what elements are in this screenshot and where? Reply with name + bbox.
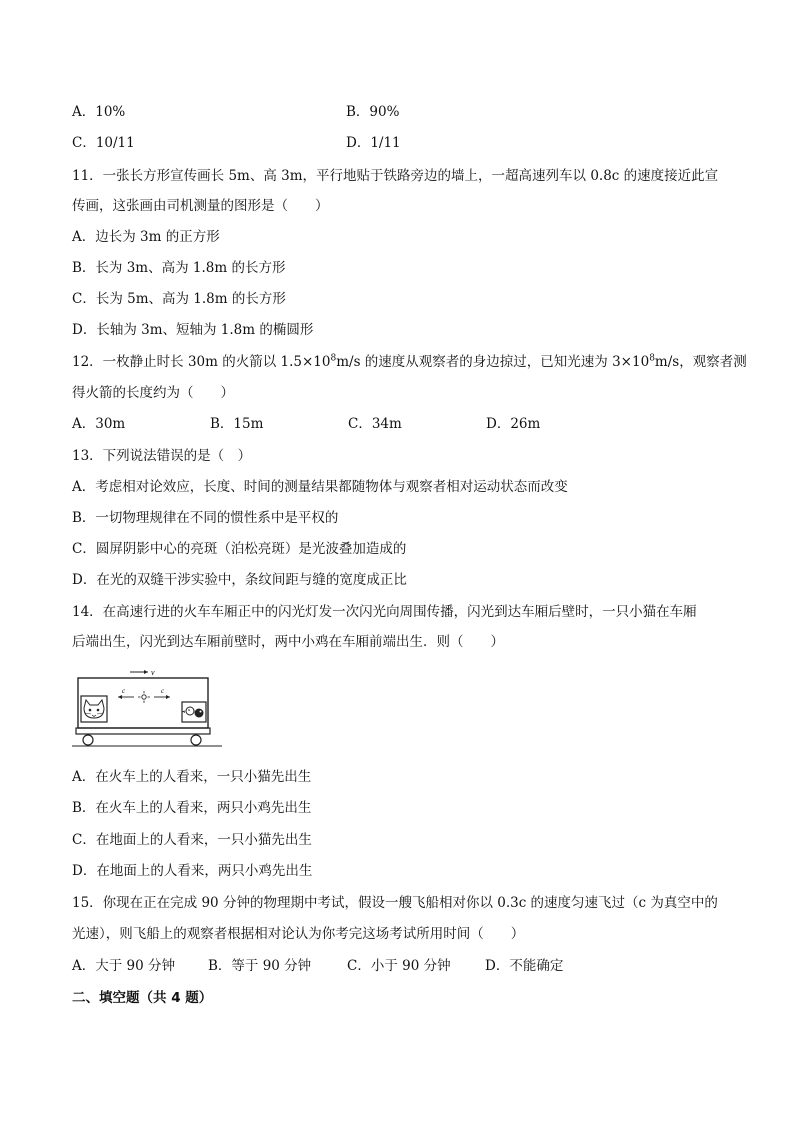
q12-stem-text-b: m/s 的速度从观察者的身边掠过，已知光速为 3×10	[336, 354, 650, 370]
q12-option-d: D．26m	[486, 416, 541, 432]
q12-stem-line1	[72, 352, 747, 372]
light-speed-label-left: c	[122, 687, 126, 695]
q15-option-c: C．小于 90 分钟	[347, 958, 451, 974]
q15-stem-line2: 光速），则飞船上的观察者根据相对论认为你考完这场考试所用时间（ ）	[72, 926, 525, 942]
q11-stem-line2: 传画，这张画由司机测量的图形是（ ）	[72, 198, 329, 214]
light-arrow-right-head	[166, 695, 170, 699]
q11-option-c: C．长为 5m、高为 1.8m 的长方形	[72, 291, 286, 307]
q11-stem-line1: 11．一张长方形宣传画长 5m、高 3m，平行地贴于铁路旁边的墙上，一超高速列车以 0.8c 的速度接近此宣	[72, 168, 719, 184]
q14-stem-line2: 后端出生，闪光到达车厢前壁时，两中小鸡在车厢前端出生．则（ ）	[72, 634, 504, 650]
q12-exponent-2: 8	[649, 353, 655, 364]
q14-option-a: A．在火车上的人看来，一只小猫先出生	[72, 769, 312, 785]
section-2-title: 二、填空题（共 4 题）	[72, 990, 213, 1006]
q15-stem-line1: 15．你现在正在完成 90 分钟的物理期中考试，假设一艘飞船相对你以 0.3c 的速度匀速飞过（c 为真空中的	[72, 895, 718, 911]
q12-stem-text-c: m/s，观察者测	[654, 354, 747, 370]
q10-option-a: A．10%	[72, 104, 126, 120]
q13-option-b: B．一切物理规律在不同的惯性系中是平权的	[72, 510, 339, 526]
q13-option-d: D．在光的双缝干涉实验中，条纹间距与缝的宽度成正比	[72, 572, 407, 588]
q14-option-d: D．在地面上的人看来，两只小鸡先出生	[72, 863, 313, 879]
light-speed-label-right: c	[161, 687, 165, 695]
q11-option-d: D．长轴为 3m、短轴为 1.8m 的椭圆形	[72, 322, 314, 338]
chicks-icon	[182, 702, 206, 722]
q11-option-a: A．边长为 3m 的正方形	[72, 229, 220, 245]
q12-stem-text-a: 12．一枚静止时长 30m 的火箭以 1.5×10	[72, 354, 331, 370]
q14-option-c: C．在地面上的人看来，一只小猫先出生	[72, 832, 312, 848]
velocity-arrow-head	[144, 670, 148, 674]
flash-lamp-icon	[138, 691, 150, 703]
train-carriage-figure	[72, 664, 232, 754]
q12-exponent-1: 8	[330, 353, 337, 364]
cat-icon	[81, 696, 107, 722]
q14-stem-line1: 14．在高速行进的火车车厢正中的闪光灯发一次闪光向周围传播，闪光到达车厢后壁时，一只小猫在车厢	[72, 604, 697, 620]
q10-option-d: D．1/11	[346, 135, 401, 151]
wheel-left	[83, 735, 93, 745]
light-arrow-left-head	[118, 695, 122, 699]
q12-stem-line2: 得火箭的长度约为（ ）	[72, 385, 234, 401]
q12-option-b: B．15m	[210, 416, 264, 432]
q15-option-a: A．大于 90 分钟	[72, 958, 176, 974]
q13-option-c: C．圆屏阴影中心的亮斑（泊松亮斑）是光波叠加造成的	[72, 541, 407, 557]
q15-option-b: B．等于 90 分钟	[208, 958, 312, 974]
q10-option-c: C．10/11	[72, 135, 135, 151]
wheel-right	[191, 735, 201, 745]
q12-option-a: A．30m	[72, 416, 126, 432]
q13-stem: 13．下列说法错误的是（ ）	[72, 448, 252, 464]
q15-option-d: D．不能确定	[485, 958, 564, 974]
q10-option-b: B．90%	[346, 104, 400, 120]
carriage-floor	[76, 728, 210, 734]
q14-option-b: B．在火车上的人看来，两只小鸡先出生	[72, 800, 312, 816]
q12-option-c: C．34m	[348, 416, 402, 432]
q11-option-b: B．长为 3m、高为 1.8m 的长方形	[72, 260, 286, 276]
velocity-label: v	[151, 668, 155, 677]
q13-option-a: A．考虑相对论效应，长度、时间的测量结果都随物体与观察者相对运动状态而改变	[72, 479, 568, 495]
